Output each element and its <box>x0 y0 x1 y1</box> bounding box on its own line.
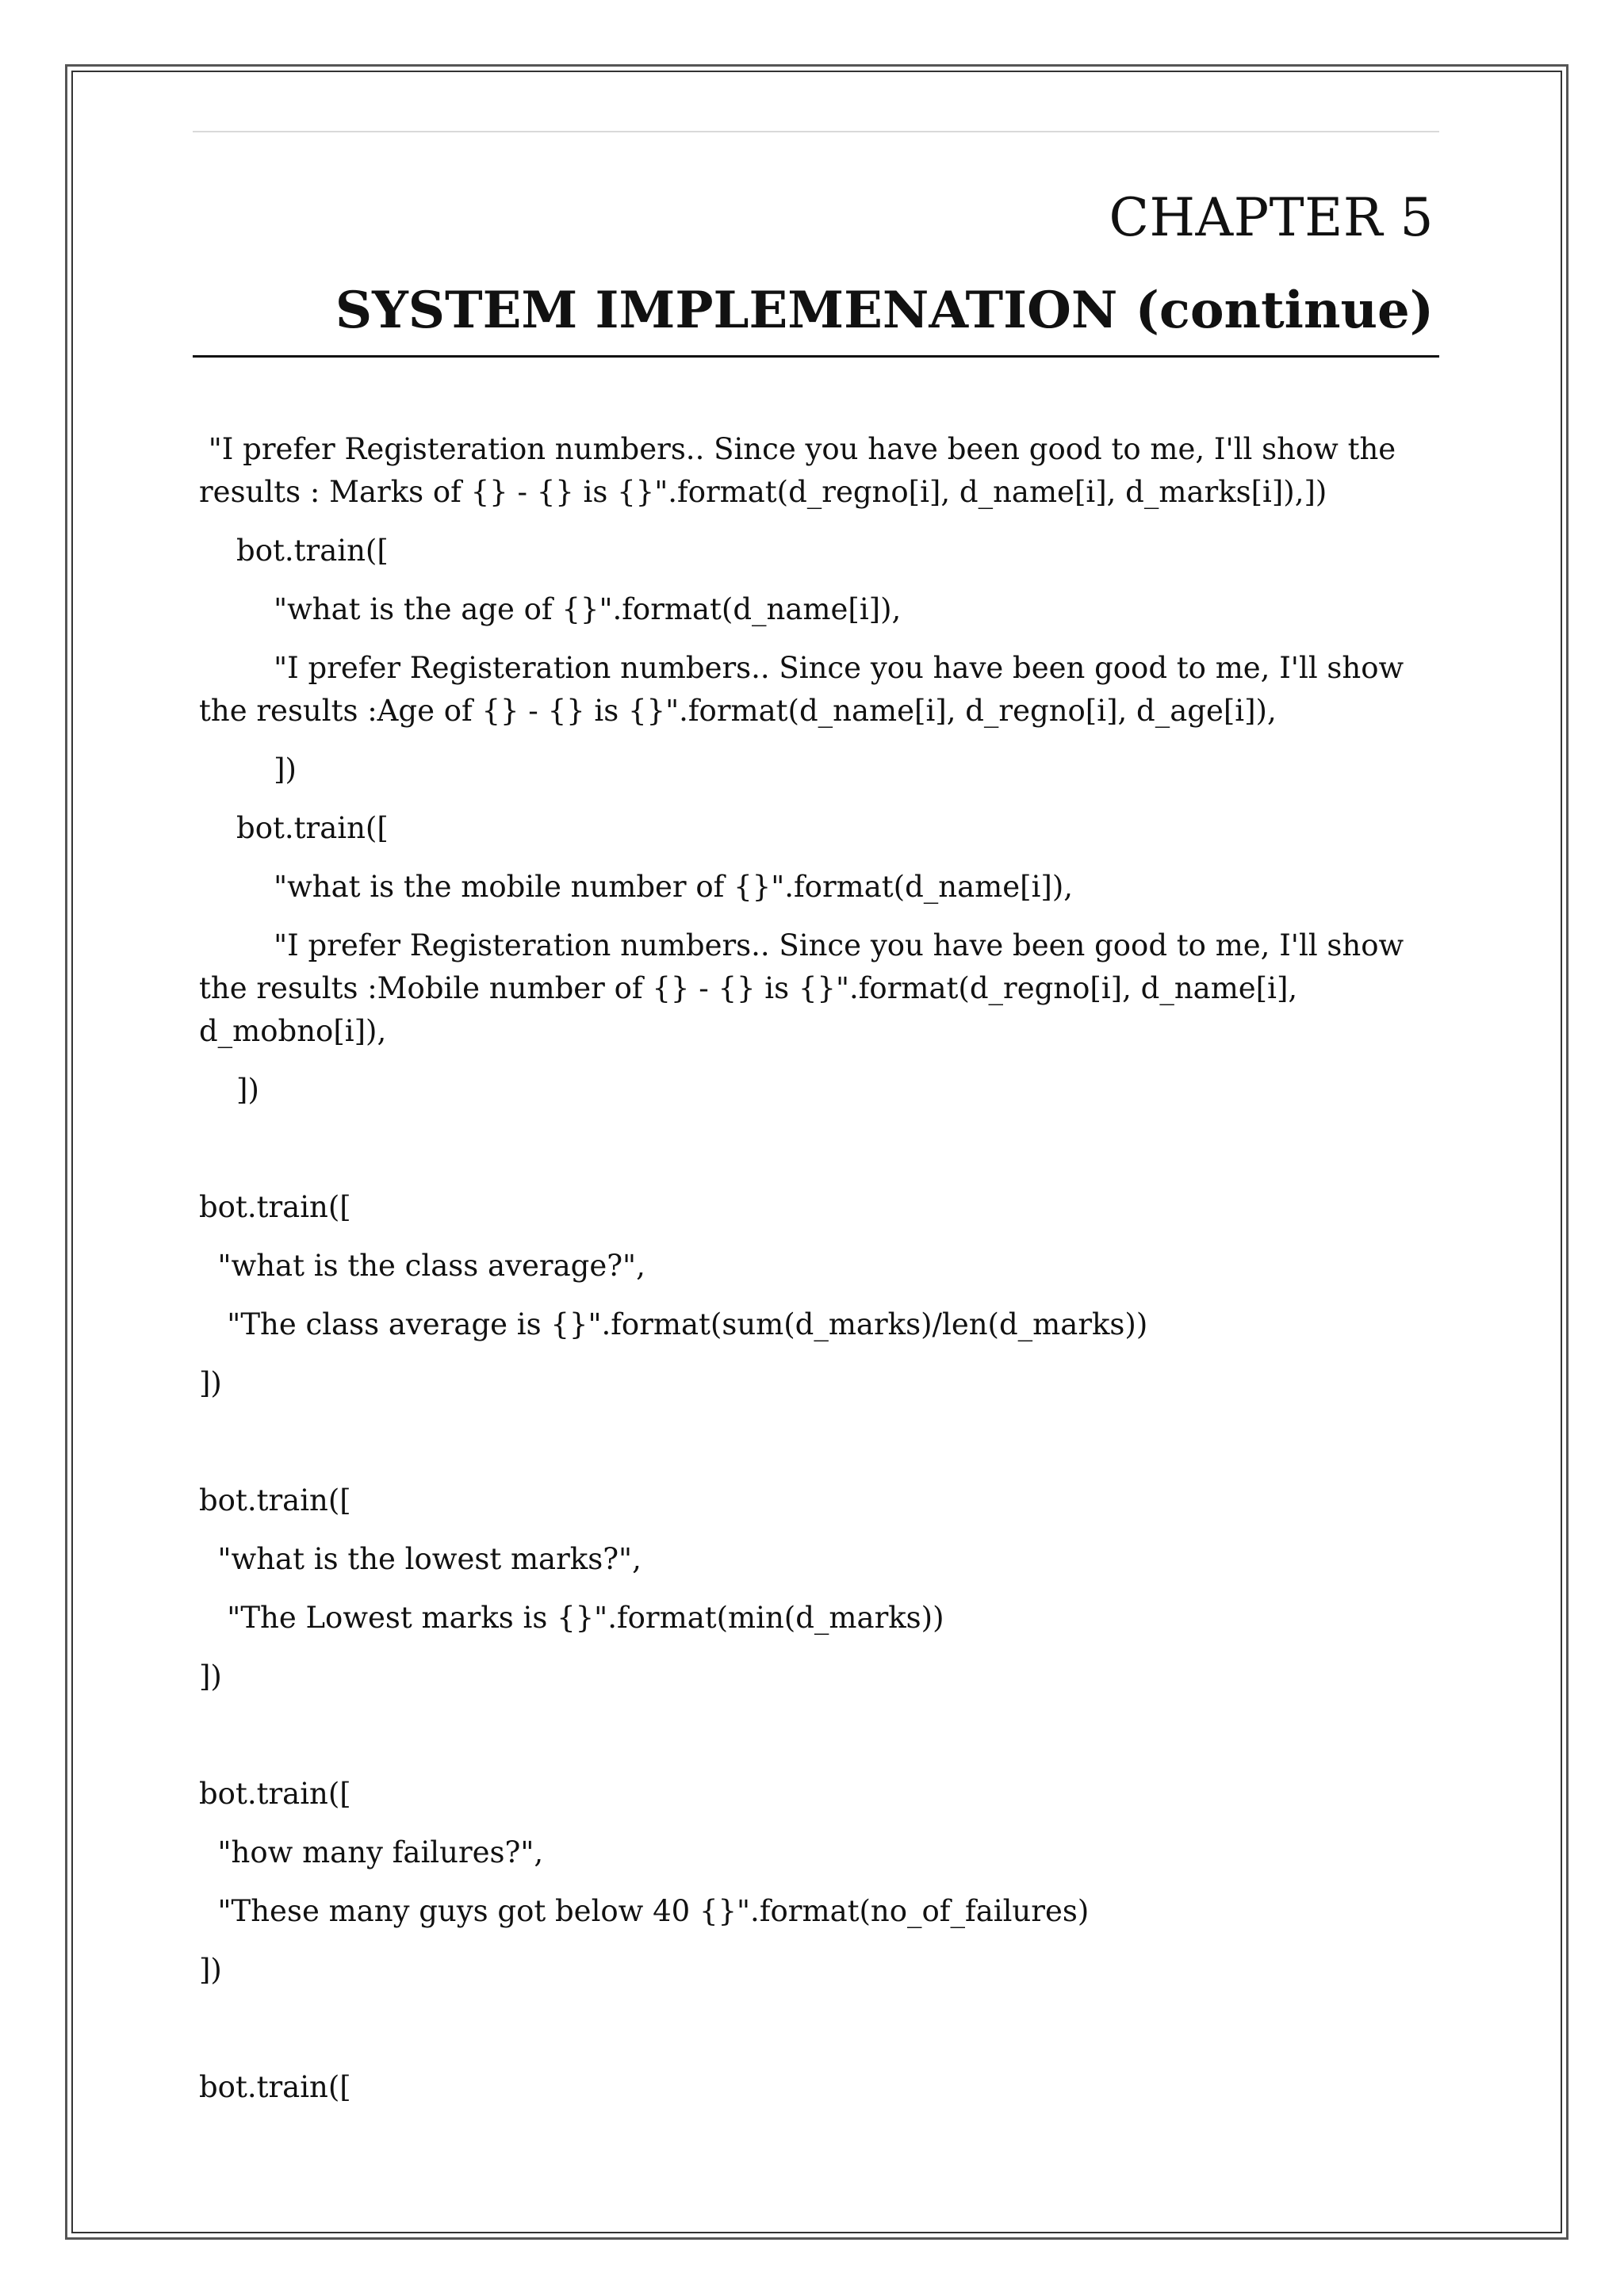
code-listing <box>199 428 1444 2125</box>
chapter-label: CHAPTER 5 <box>1109 187 1434 248</box>
code-line: ]) <box>199 1953 222 1987</box>
code-line: "how many failures?", <box>199 1835 544 1869</box>
code-blank-line <box>199 1421 1444 1464</box>
code-line: ]) <box>199 1366 222 1400</box>
code-line: bot.train([ <box>199 534 389 568</box>
code-line: "I prefer Registeration numbers.. Since you have been good to me, I'll show the results :Age of {} - {} is {}".format(d_name[i], d_regno[i], d_age[i]), <box>199 651 1413 728</box>
code-line: "The class average is {}".format(sum(d_marks)/len(d_marks)) <box>199 1307 1148 1341</box>
code-line: ]) <box>199 752 297 786</box>
code-blank-line <box>199 2007 1444 2050</box>
code-line: "what is the age of {}".format(d_name[i]), <box>199 592 902 626</box>
title-underline-rule <box>193 355 1439 358</box>
code-line: ]) <box>199 1073 259 1107</box>
code-line: "The Lowest marks is {}".format(min(d_marks)) <box>199 1601 944 1635</box>
code-line: "I prefer Registeration numbers.. Since you have been good to me, I'll show the results :Mobile number of {} - {} is {}".format(d_regno[i], d_name[i], d_mobno[i]), <box>199 928 1413 1048</box>
code-line: "what is the class average?", <box>199 1249 645 1283</box>
code-line: "what is the mobile number of {}".format(d_name[i]), <box>199 870 1074 904</box>
code-line: "what is the lowest marks?", <box>199 1542 642 1576</box>
code-blank-line <box>199 1127 1444 1170</box>
header-top-rule <box>193 131 1439 132</box>
code-blank-line <box>199 1714 1444 1757</box>
code-line: bot.train([ <box>199 2070 351 2104</box>
code-line: ]) <box>199 1659 222 1693</box>
code-line: bot.train([ <box>199 1483 351 1517</box>
code-line: bot.train([ <box>199 1777 351 1811</box>
code-line: bot.train([ <box>199 1190 351 1224</box>
chapter-title: SYSTEM IMPLEMENATION (continue) <box>335 281 1434 340</box>
code-line: bot.train([ <box>199 811 389 845</box>
code-line: "These many guys got below 40 {}".format(no_of_failures) <box>199 1894 1090 1928</box>
code-line: "I prefer Registeration numbers.. Since you have been good to me, I'll show the results : Marks of {} - {} is {}".format(d_regno[i], d_name[i], d_marks[i]),]) <box>199 432 1405 509</box>
